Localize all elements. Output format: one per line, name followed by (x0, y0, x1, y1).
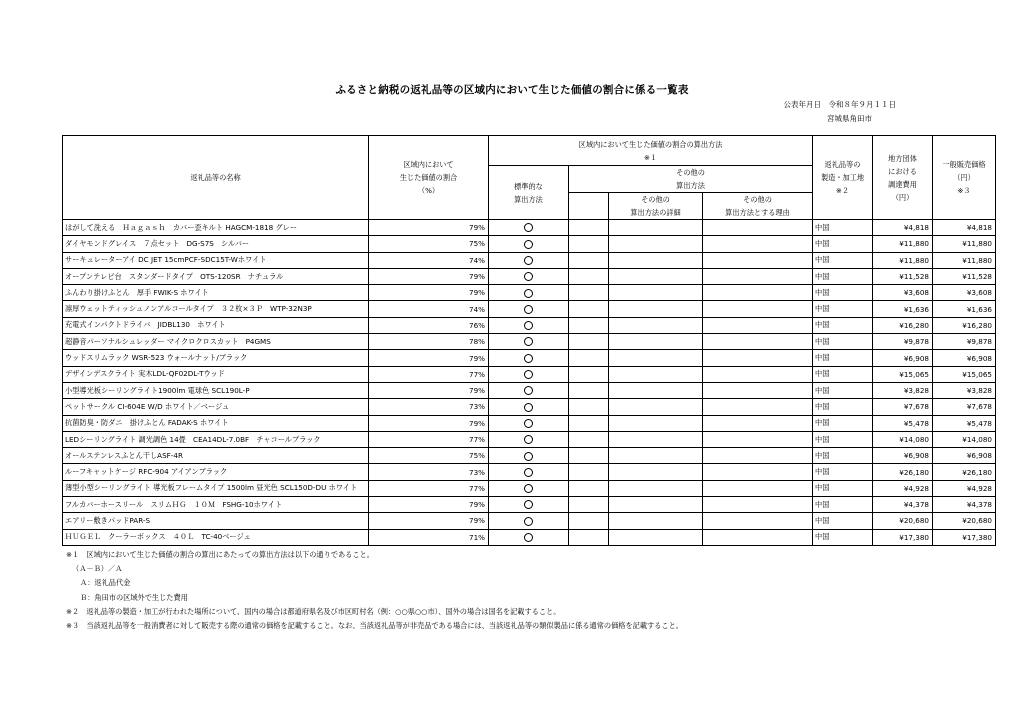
circle-mark-icon (524, 468, 533, 477)
item-name-cell: ＨＵＧＥＬ クーラーボックス ４０Ｌ TC-40ベージュ (63, 529, 369, 545)
procurement-cost-cell: ¥6,908 (873, 448, 933, 464)
other-detail-cell (609, 268, 703, 284)
production-place-cell: 中国 (813, 529, 873, 545)
other-detail-cell (609, 513, 703, 529)
retail-price-cell: ¥17,380 (933, 529, 996, 545)
retail-price-cell: ¥11,880 (933, 252, 996, 268)
retail-price-cell: ¥9,878 (933, 334, 996, 350)
standard-method-cell (489, 431, 569, 447)
production-place-cell: 中国 (813, 268, 873, 284)
other-detail-cell (609, 366, 703, 382)
table-row (63, 220, 996, 236)
empty-cell (569, 431, 609, 447)
production-place-cell: 中国 (813, 497, 873, 513)
circle-mark-icon (524, 354, 533, 363)
other-detail-cell (609, 301, 703, 317)
production-place-cell: 中国 (813, 334, 873, 350)
circle-mark-icon (524, 289, 533, 298)
header-other-method: その他の 算出方法 (569, 166, 813, 193)
retail-price-cell: ¥16,280 (933, 317, 996, 333)
item-name-cell: オールステンレスふとん干しASF-4R (63, 448, 369, 464)
other-reason-cell (703, 334, 813, 350)
empty-cell (569, 252, 609, 268)
empty-cell (569, 350, 609, 366)
empty-cell (569, 334, 609, 350)
other-detail-cell (609, 317, 703, 333)
standard-method-cell (489, 301, 569, 317)
empty-cell (569, 236, 609, 252)
ratio-cell: 74% (369, 252, 489, 268)
procurement-cost-cell: ¥7,678 (873, 399, 933, 415)
table-row (63, 529, 996, 545)
procurement-cost-cell: ¥20,680 (873, 513, 933, 529)
other-reason-cell (703, 317, 813, 333)
table-row (63, 268, 996, 284)
ratio-cell: 71% (369, 529, 489, 545)
ratio-cell: 75% (369, 448, 489, 464)
standard-method-cell (489, 366, 569, 382)
production-place-cell: 中国 (813, 285, 873, 301)
circle-mark-icon (524, 500, 533, 509)
procurement-cost-cell: ¥4,378 (873, 497, 933, 513)
table-row (63, 513, 996, 529)
header-calc-method: 区域内において生じた価値の割合の算出方法 ※１ (489, 136, 813, 166)
table-row (63, 285, 996, 301)
publication-date: 公表年月日 令和８年９月１１日 (783, 100, 896, 109)
item-name-cell: フルカバーホースリール スリムＨＧ １０Ｍ FSHG-10ホワイト (63, 497, 369, 513)
item-name-cell: 凛厚ウェットティッシュノンアルコールタイプ ３２枚×３Ｐ WTP-32N3P (63, 301, 369, 317)
table-row (63, 464, 996, 480)
empty-cell (569, 268, 609, 284)
empty-cell (569, 301, 609, 317)
table-row (63, 317, 996, 333)
production-place-cell: 中国 (813, 366, 873, 382)
header-other-reason: その他の 算出方法とする理由 (703, 193, 813, 220)
item-name-cell: 小型導光板シーリングライト1900lm 電球色 SCL190L-P (63, 382, 369, 398)
retail-price-cell: ¥4,378 (933, 497, 996, 513)
empty-cell (569, 415, 609, 431)
other-detail-cell (609, 236, 703, 252)
ratio-cell: 79% (369, 497, 489, 513)
page-title: ふるさと納税の返礼品等の区域内において生じた価値の割合に係る一覧表 (335, 84, 689, 96)
other-reason-cell (703, 513, 813, 529)
empty-cell (569, 317, 609, 333)
other-reason-cell (703, 301, 813, 317)
production-place-cell: 中国 (813, 464, 873, 480)
other-reason-cell (703, 448, 813, 464)
standard-method-cell (489, 220, 569, 236)
item-name-cell: サーキュレーターアイ DC JET 15cmPCF-SDC15T-Wホワイト (63, 252, 369, 268)
retail-price-cell: ¥3,828 (933, 382, 996, 398)
circle-mark-icon (524, 321, 533, 330)
production-place-cell: 中国 (813, 220, 873, 236)
retail-price-cell: ¥26,180 (933, 464, 996, 480)
note-a: Ａ：返礼品代金 (80, 578, 131, 588)
retail-price-cell: ¥14,080 (933, 431, 996, 447)
item-name-cell: 薄型小型シーリングライト 導光板フレームタイプ 1500lm 昼光色 SCL150D-DU ホワイト (63, 480, 369, 496)
standard-method-cell (489, 268, 569, 284)
item-name-cell: 抗菌防臭・防ダニ 掛けふとん FADAK-S ホワイト (63, 415, 369, 431)
item-name-cell: LEDシーリングライト 調光調色 14畳 CEA14DL-7.0BF チャコールブラック (63, 431, 369, 447)
ratio-cell: 77% (369, 480, 489, 496)
other-detail-cell (609, 382, 703, 398)
circle-mark-icon (524, 370, 533, 379)
retail-price-cell: ¥20,680 (933, 513, 996, 529)
other-detail-cell (609, 399, 703, 415)
standard-method-cell (489, 464, 569, 480)
production-place-cell: 中国 (813, 513, 873, 529)
retail-price-cell: ¥15,065 (933, 366, 996, 382)
empty-cell (569, 382, 609, 398)
circle-mark-icon (524, 240, 533, 249)
circle-mark-icon (524, 533, 533, 542)
production-place-cell: 中国 (813, 301, 873, 317)
standard-method-cell (489, 415, 569, 431)
procurement-cost-cell: ¥4,928 (873, 480, 933, 496)
production-place-cell: 中国 (813, 448, 873, 464)
note-formula: （Ａ－Ｂ）／Ａ (72, 564, 123, 574)
item-name-cell: オープンテレビ台 スタンダードタイプ OTS-120SR ナチュラル (63, 268, 369, 284)
item-name-cell: 充電式インパクトドライバ JIDBL130 ホワイト (63, 317, 369, 333)
production-place-cell: 中国 (813, 252, 873, 268)
other-detail-cell (609, 252, 703, 268)
other-detail-cell (609, 497, 703, 513)
procurement-cost-cell: ¥11,528 (873, 268, 933, 284)
item-name-cell: デザインデスクライト 実木LDL-QF02DL-Tウッド (63, 366, 369, 382)
standard-method-cell (489, 480, 569, 496)
circle-mark-icon (524, 419, 533, 428)
table-row (63, 301, 996, 317)
retail-price-cell: ¥7,678 (933, 399, 996, 415)
other-reason-cell (703, 431, 813, 447)
item-name-cell: ウッドスリムラック WSR-523 ウォールナット/ブラック (63, 350, 369, 366)
ratio-cell: 77% (369, 431, 489, 447)
standard-method-cell (489, 236, 569, 252)
empty-cell (569, 529, 609, 545)
item-name-cell: ルーフキャットケージ RFC-904 アイアンブラック (63, 464, 369, 480)
table-row (63, 415, 996, 431)
header-standard-method: 標準的な 算出方法 (489, 166, 569, 220)
other-reason-cell (703, 350, 813, 366)
production-place-cell: 中国 (813, 236, 873, 252)
item-name-cell: ペットサークル CI-604E W/D ホワイト／ベージュ (63, 399, 369, 415)
production-place-cell: 中国 (813, 399, 873, 415)
item-name-cell: ふんわり掛けふとん 厚手 FWIK-S ホワイト (63, 285, 369, 301)
retail-price-cell: ¥11,880 (933, 236, 996, 252)
ratio-cell: 79% (369, 415, 489, 431)
item-name-cell: エアリー敷きパッドPAR-S (63, 513, 369, 529)
header-item-name: 返礼品等の名称 (63, 136, 369, 220)
other-detail-cell (609, 448, 703, 464)
procurement-cost-cell: ¥11,880 (873, 236, 933, 252)
ratio-cell: 74% (369, 301, 489, 317)
production-place-cell: 中国 (813, 350, 873, 366)
standard-method-cell (489, 285, 569, 301)
item-name-cell: 超静音パーソナルシュレッダー マイクロクロスカット P4GMS (63, 334, 369, 350)
ratio-cell: 79% (369, 285, 489, 301)
procurement-cost-cell: ¥5,478 (873, 415, 933, 431)
circle-mark-icon (524, 452, 533, 461)
publisher-name: 宮城県角田市 (827, 114, 872, 123)
standard-method-cell (489, 252, 569, 268)
standard-method-cell (489, 529, 569, 545)
item-name-cell: ダイヤモンドグレイス ７点セット DG-S7S シルバー (63, 236, 369, 252)
table-row (63, 382, 996, 398)
other-reason-cell (703, 529, 813, 545)
other-reason-cell (703, 220, 813, 236)
note-b: Ｂ：角田市の区域外で生じた費用 (80, 592, 188, 602)
procurement-cost-cell: ¥11,880 (873, 252, 933, 268)
empty-cell (569, 464, 609, 480)
circle-mark-icon (524, 517, 533, 526)
other-reason-cell (703, 464, 813, 480)
empty-cell (569, 513, 609, 529)
ratio-cell: 75% (369, 236, 489, 252)
retail-price-cell: ¥4,928 (933, 480, 996, 496)
other-detail-cell (609, 220, 703, 236)
production-place-cell: 中国 (813, 317, 873, 333)
table-row (63, 480, 996, 496)
other-reason-cell (703, 382, 813, 398)
standard-method-cell (489, 399, 569, 415)
retail-price-cell: ¥5,478 (933, 415, 996, 431)
table-row (63, 350, 996, 366)
other-reason-cell (703, 399, 813, 415)
ratio-cell: 77% (369, 366, 489, 382)
circle-mark-icon (524, 272, 533, 281)
procurement-cost-cell: ¥26,180 (873, 464, 933, 480)
table-row (63, 431, 996, 447)
table-row (63, 399, 996, 415)
retail-price-cell: ¥6,908 (933, 350, 996, 366)
other-reason-cell (703, 285, 813, 301)
ratio-cell: 79% (369, 220, 489, 236)
table-row (63, 497, 996, 513)
header-retail-price: 一般販売価格 （円） ※３ (933, 136, 996, 220)
circle-mark-icon (524, 223, 533, 232)
item-name-cell: はがして洗える Ｈａｇａｓｈ カバー歪キルト HAGCM-1818 グレー (63, 220, 369, 236)
table-row (63, 366, 996, 382)
header-ratio: 区域内において 生じた価値の割合 （%） (369, 136, 489, 220)
other-detail-cell (609, 350, 703, 366)
other-reason-cell (703, 366, 813, 382)
standard-method-cell (489, 497, 569, 513)
empty-cell (569, 497, 609, 513)
retail-price-cell: ¥6,908 (933, 448, 996, 464)
procurement-cost-cell: ¥1,636 (873, 301, 933, 317)
other-detail-cell (609, 480, 703, 496)
note-1: ※１ 区域内において生じた価値の割合の算出にあたっての算出方法は以下の通りであること。 (66, 550, 374, 559)
ratio-cell: 79% (369, 350, 489, 366)
production-place-cell: 中国 (813, 431, 873, 447)
header-other-detail: その他の 算出方法の詳細 (609, 193, 703, 220)
empty-cell (569, 448, 609, 464)
header-procurement-cost: 地方団体 における 調達費用 （円） (873, 136, 933, 220)
other-detail-cell (609, 415, 703, 431)
other-reason-cell (703, 236, 813, 252)
standard-method-cell (489, 350, 569, 366)
ratio-cell: 78% (369, 334, 489, 350)
other-detail-cell (609, 334, 703, 350)
circle-mark-icon (524, 484, 533, 493)
table-row (63, 334, 996, 350)
note-2: ※２ 返礼品等の製造・加工が行われた場所について、国内の場合は都道府県名及び市区町村名（例：○○県○○市）、国外の場合は国名を記載すること。 (66, 606, 561, 616)
procurement-cost-cell: ¥16,280 (873, 317, 933, 333)
ratio-cell: 73% (369, 399, 489, 415)
empty-cell (569, 480, 609, 496)
standard-method-cell (489, 334, 569, 350)
procurement-cost-cell: ¥4,818 (873, 220, 933, 236)
procurement-cost-cell: ¥9,878 (873, 334, 933, 350)
other-reason-cell (703, 480, 813, 496)
table-row (63, 252, 996, 268)
procurement-cost-cell: ¥15,065 (873, 366, 933, 382)
procurement-cost-cell: ¥6,908 (873, 350, 933, 366)
retail-price-cell: ¥4,818 (933, 220, 996, 236)
other-reason-cell (703, 415, 813, 431)
ratio-cell: 79% (369, 268, 489, 284)
table-row (63, 448, 996, 464)
other-detail-cell (609, 464, 703, 480)
ratio-cell: 79% (369, 513, 489, 529)
retail-price-cell: ¥3,608 (933, 285, 996, 301)
other-reason-cell (703, 268, 813, 284)
standard-method-cell (489, 317, 569, 333)
production-place-cell: 中国 (813, 415, 873, 431)
ratio-cell: 76% (369, 317, 489, 333)
procurement-cost-cell: ¥3,608 (873, 285, 933, 301)
circle-mark-icon (524, 256, 533, 265)
retail-price-cell: ¥11,528 (933, 268, 996, 284)
standard-method-cell (489, 448, 569, 464)
empty-cell (569, 366, 609, 382)
production-place-cell: 中国 (813, 480, 873, 496)
footnotes (66, 548, 683, 633)
procurement-cost-cell: ¥3,828 (873, 382, 933, 398)
circle-mark-icon (524, 305, 533, 314)
other-detail-cell (609, 431, 703, 447)
procurement-cost-cell: ¥17,380 (873, 529, 933, 545)
standard-method-cell (489, 513, 569, 529)
header-spacer (569, 193, 609, 220)
circle-mark-icon (524, 435, 533, 444)
empty-cell (569, 220, 609, 236)
procurement-cost-cell: ¥14,080 (873, 431, 933, 447)
circle-mark-icon (524, 403, 533, 412)
other-detail-cell (609, 529, 703, 545)
header-production-place: 返礼品等の 製造・加工地 ※２ (813, 136, 873, 220)
other-reason-cell (703, 252, 813, 268)
empty-cell (569, 399, 609, 415)
note-3: ※３ 当該返礼品等を一般消費者に対して販売する際の通常の価格を記載すること。なお、当該返礼品等が非売品である場合には、当該返礼品等の類似製品に係る通常の価格を記載すること。 (66, 621, 683, 631)
standard-method-cell (489, 382, 569, 398)
value-ratio-table (62, 135, 996, 546)
other-reason-cell (703, 497, 813, 513)
circle-mark-icon (524, 386, 533, 395)
other-detail-cell (609, 285, 703, 301)
empty-cell (569, 285, 609, 301)
table-row (63, 236, 996, 252)
ratio-cell: 79% (369, 382, 489, 398)
circle-mark-icon (524, 337, 533, 346)
production-place-cell: 中国 (813, 382, 873, 398)
ratio-cell: 73% (369, 464, 489, 480)
retail-price-cell: ¥1,636 (933, 301, 996, 317)
